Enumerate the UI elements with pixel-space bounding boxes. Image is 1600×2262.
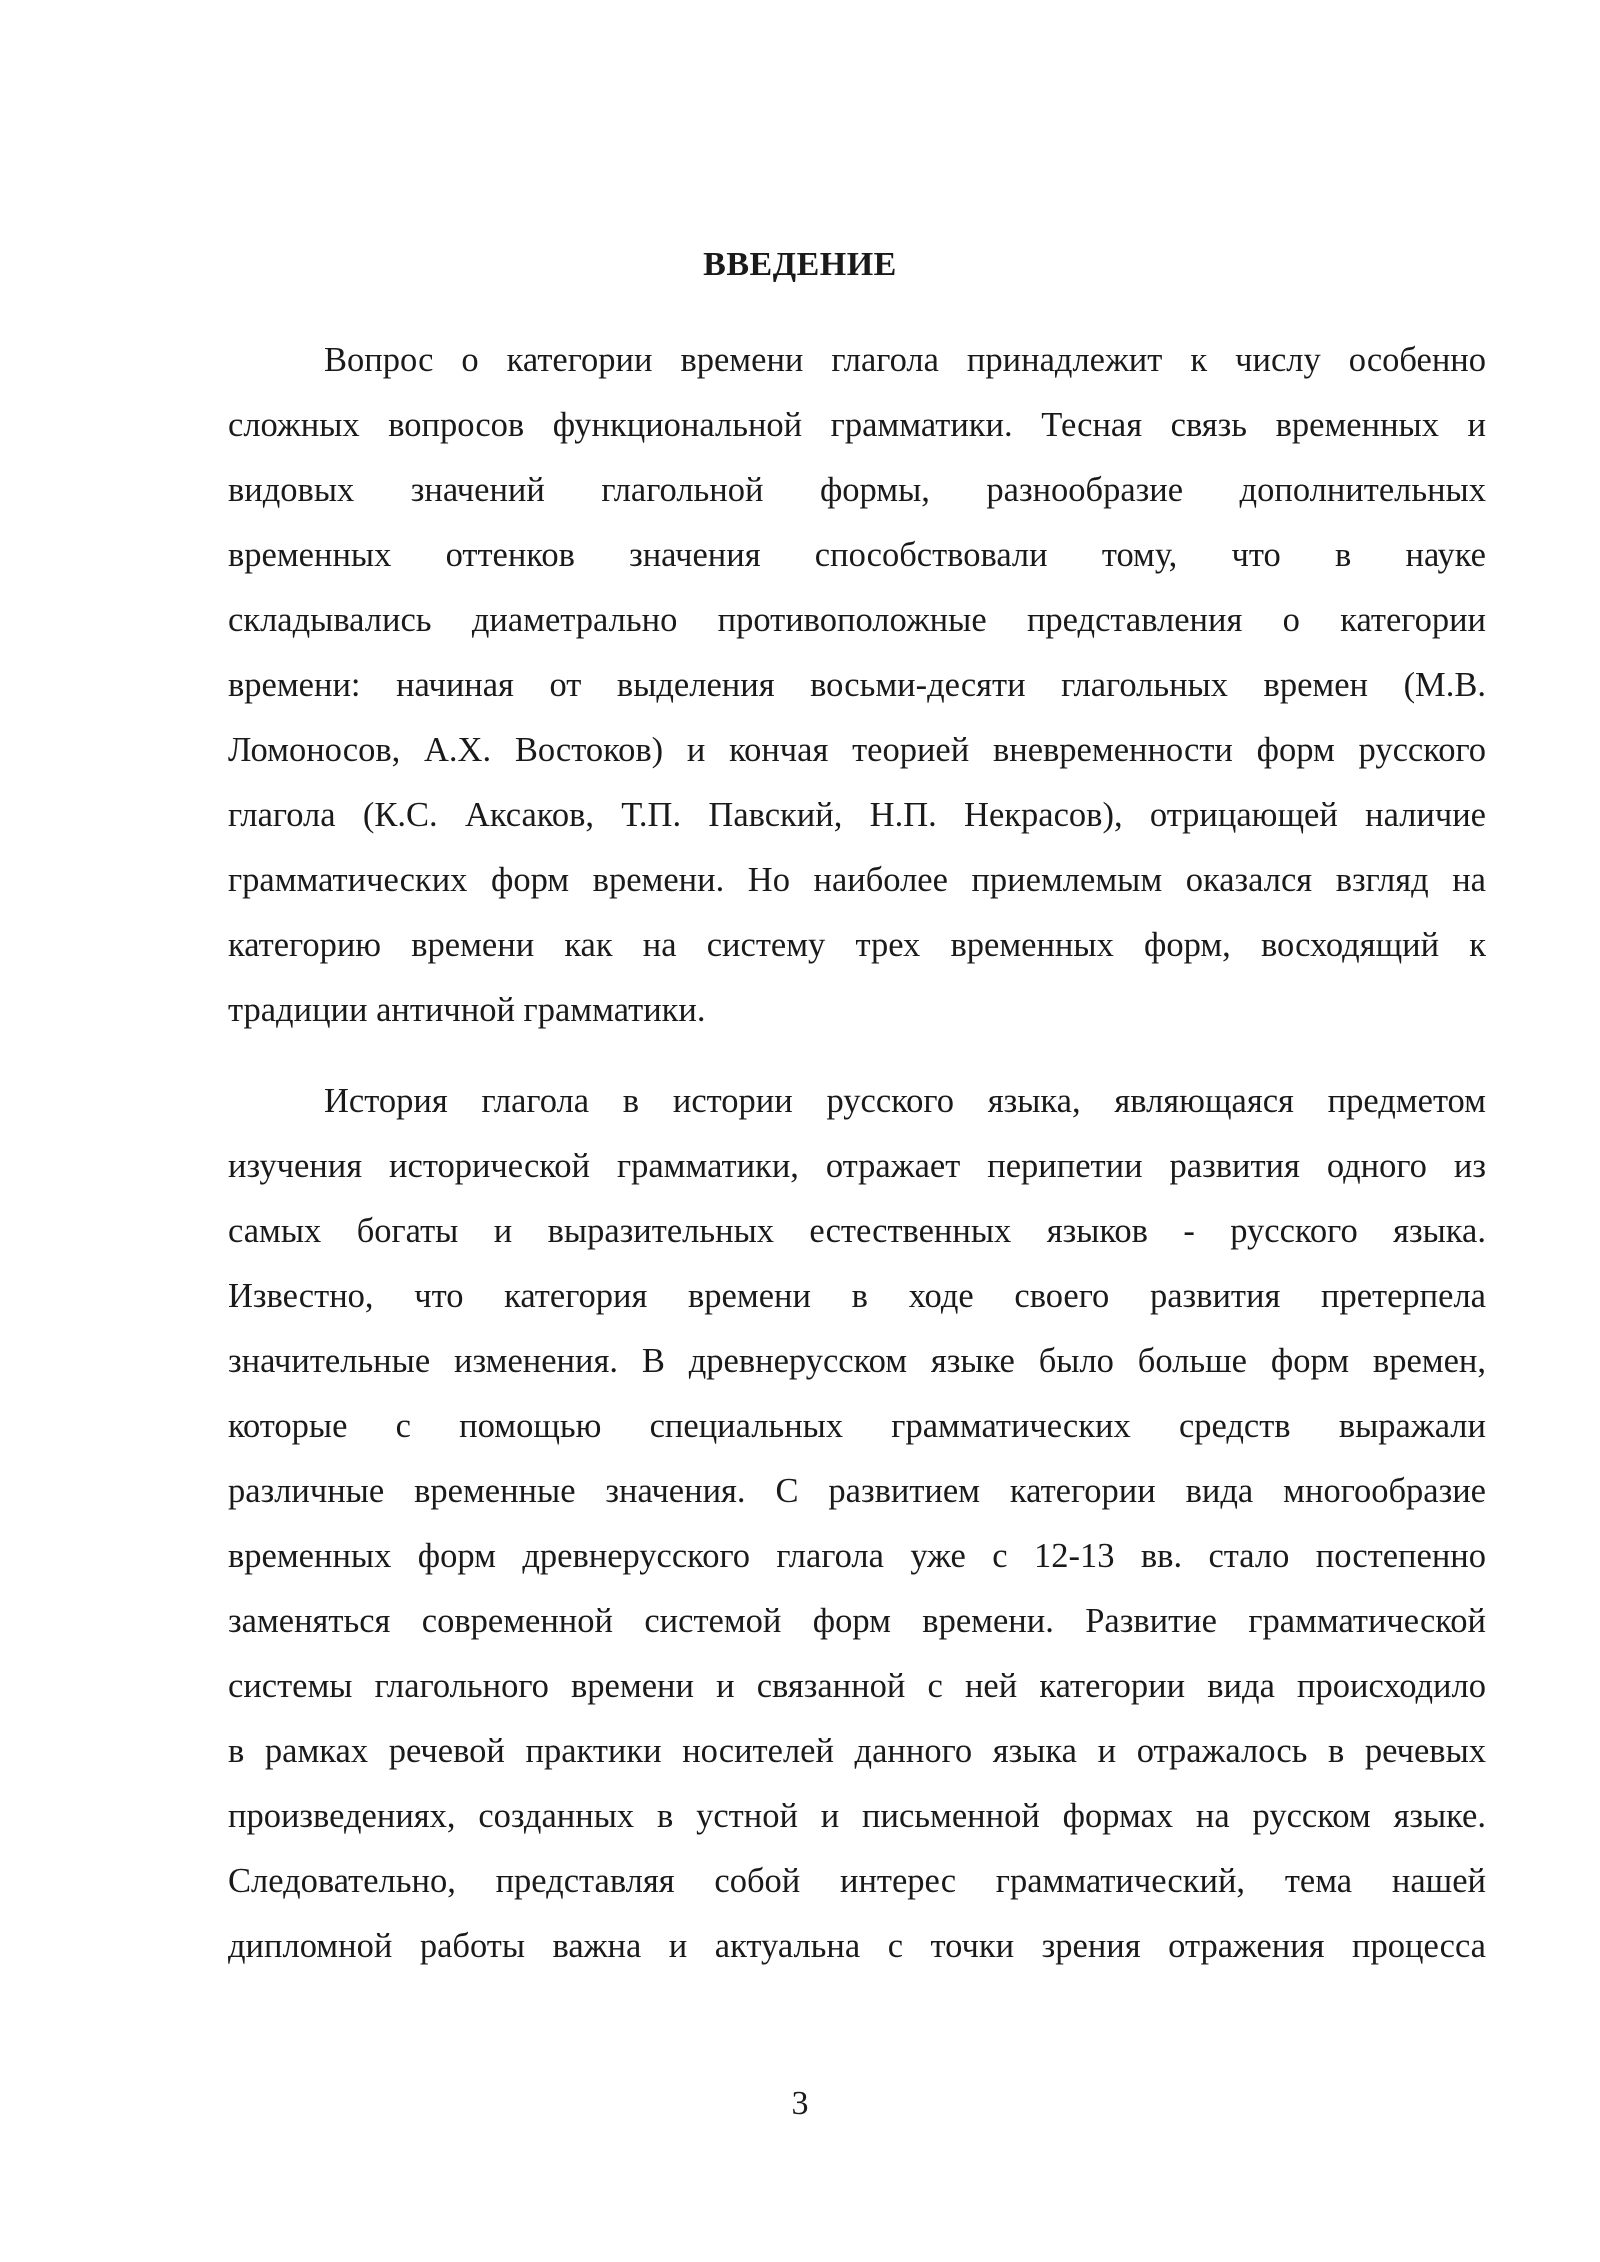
paragraph-line: складывались диаметрально противоположные представления о категории	[228, 601, 1486, 639]
paragraph-line: глагола (К.С. Аксаков, Т.П. Павский, Н.П. Некрасов), отрицающей наличие	[228, 796, 1486, 834]
paragraph-line: временных оттенков значения способствовали тому, что в науке	[228, 536, 1486, 574]
paragraph-line: традиции античной грамматики.	[228, 991, 706, 1029]
paragraph-line: различные временные значения. С развитием категории вида многообразие	[228, 1472, 1486, 1510]
paragraph-line: временных форм древнерусского глагола уже с 12-13 вв. стало постепенно	[228, 1537, 1486, 1575]
page-number: 3	[791, 2085, 809, 2122]
paragraph-line: самых богаты и выразительных естественных языков - русского языка.	[228, 1212, 1486, 1250]
paragraph-2	[228, 1069, 1486, 1979]
paragraph-line: Известно, что категория времени в ходе своего развития претерпела	[228, 1277, 1486, 1315]
paragraph-line: видовых значений глагольной формы, разнообразие дополнительных	[228, 471, 1486, 509]
paragraph-line: изучения исторической грамматики, отражает перипетии развития одного из	[228, 1147, 1486, 1185]
paragraph-line: дипломной работы важна и актуальна с точки зрения отражения процесса	[228, 1927, 1486, 1965]
paragraph-line: История глагола в истории русского языка, являющаяся предметом	[324, 1082, 1486, 1120]
paragraph-line: Ломоносов, А.Х. Востоков) и кончая теорией вневременности форм русского	[228, 731, 1486, 769]
paragraph-line: произведениях, созданных в устной и письменной формах на русском языке.	[228, 1797, 1486, 1835]
paragraph-line: грамматических форм времени. Но наиболее приемлемым оказался взгляд на	[228, 861, 1486, 899]
paragraph-line: заменяться современной системой форм времени. Развитие грамматической	[228, 1602, 1486, 1640]
paragraph-line: системы глагольного времени и связанной с ней категории вида происходило	[228, 1667, 1486, 1705]
paragraph-line: сложных вопросов функциональной грамматики. Тесная связь временных и	[228, 406, 1486, 444]
paragraph-1	[228, 328, 1486, 1043]
paragraph-line: категорию времени как на систему трех временных форм, восходящий к	[228, 926, 1486, 964]
section-heading: ВВЕДЕНИЕ	[703, 246, 897, 283]
paragraph-line: значительные изменения. В древнерусском языке было больше форм времен,	[228, 1342, 1486, 1380]
paragraph-line: Следовательно, представляя собой интерес грамматический, тема нашей	[228, 1862, 1486, 1900]
paragraph-line: в рамках речевой практики носителей данного языка и отражалось в речевых	[228, 1732, 1486, 1770]
paragraph-line: времени: начиная от выделения восьми-десяти глагольных времен (М.В.	[228, 666, 1486, 704]
paragraph-line: которые с помощью специальных грамматических средств выражали	[228, 1407, 1486, 1445]
paragraph-line: Вопрос о категории времени глагола принадлежит к числу особенно	[324, 341, 1486, 379]
